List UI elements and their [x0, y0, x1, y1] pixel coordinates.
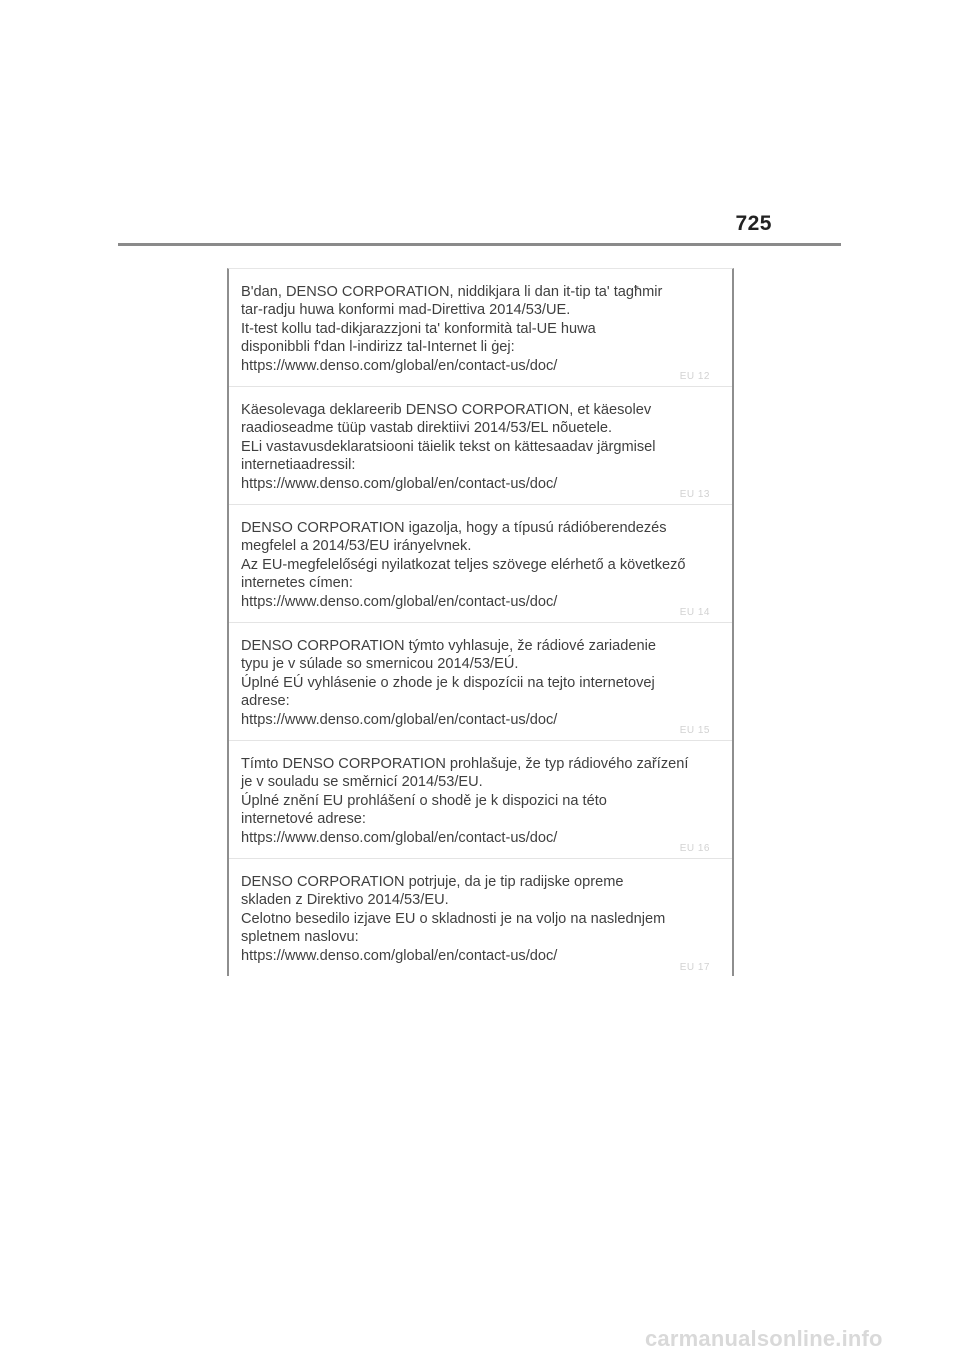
section-code: EU 12 [679, 371, 710, 382]
declaration-line: megfelel a 2014/53/EU irányelvnek. [241, 538, 472, 555]
declaration-line: internetové adrese: [241, 811, 366, 828]
declaration-line: It-test kollu tad-dikjarazzjoni ta' konformità tal-UE huwa [241, 320, 596, 337]
declaration-section-hungarian [229, 505, 732, 623]
declaration-scan [227, 268, 734, 976]
declaration-line: spletnem naslovu: [241, 929, 359, 946]
declaration-line: DENSO CORPORATION igazolja, hogy a típusú rádióberendezés [241, 520, 667, 536]
declaration-line: internetiaadressil: [241, 457, 356, 474]
declaration-line: internetes címen: [241, 575, 353, 592]
declaration-line: DENSO CORPORATION potrjuje, da je tip radijske opreme [241, 874, 624, 890]
declaration-line: adrese: [241, 693, 290, 710]
declaration-text [241, 519, 721, 611]
section-code: EU 13 [679, 489, 710, 500]
declaration-line: DENSO CORPORATION týmto vyhlasuje, že rádiové zariadenie [241, 638, 656, 654]
section-code: EU 17 [679, 962, 710, 973]
declaration-line: typu je v súlade so smernicou 2014/53/EÚ. [241, 656, 519, 673]
declaration-url: https://www.denso.com/global/en/contact-us/doc/ [241, 829, 558, 846]
declaration-section-maltese [229, 269, 732, 387]
declaration-line: Úplné EÚ vyhlásenie o zhode je k dispozícii na tejto internetovej [241, 674, 655, 691]
page-number: 725 [735, 212, 772, 235]
declaration-line: Celotno besedilo izjave EU o skladnosti je na voljo na naslednjem [241, 910, 666, 927]
site-watermark: carmanualsonline.info [645, 1326, 883, 1351]
declaration-text [241, 283, 721, 375]
declaration-line: B'dan, DENSO CORPORATION, niddikjara li dan it-tip ta' tagħmir [241, 284, 663, 300]
section-code: EU 16 [679, 843, 710, 854]
declaration-line: je v souladu se směrnicí 2014/53/EU. [241, 774, 483, 791]
section-code: EU 14 [679, 607, 710, 618]
declaration-line: ELi vastavusdeklaratsiooni täielik tekst on kättesaadav järgmisel [241, 438, 656, 455]
declaration-line: Úplné znění EU prohlášení o shodě je k dispozici na této [241, 792, 607, 809]
declaration-line: tar-radju huwa konformi mad-Direttiva 2014/53/UE. [241, 302, 571, 319]
declaration-url: https://www.denso.com/global/en/contact-us/doc/ [241, 947, 558, 964]
declaration-section-estonian [229, 387, 732, 505]
declaration-section-czech [229, 741, 732, 859]
declaration-url: https://www.denso.com/global/en/contact-us/doc/ [241, 711, 558, 728]
declaration-line: Tímto DENSO CORPORATION prohlašuje, že typ rádiového zařízení [241, 756, 689, 772]
declaration-text [241, 637, 721, 729]
section-code: EU 15 [679, 725, 710, 736]
declaration-line: Käesolevaga deklareerib DENSO CORPORATION, et käesolev [241, 402, 652, 418]
declaration-section-slovenian [229, 859, 732, 977]
declaration-url: https://www.denso.com/global/en/contact-us/doc/ [241, 593, 558, 610]
declaration-line: disponibbli f'dan l-indirizz tal-Internet li ġej: [241, 339, 515, 356]
declaration-text [241, 873, 721, 965]
declaration-line: Az EU-megfelelőségi nyilatkozat teljes szövege elérhető a következő [241, 556, 686, 573]
declaration-url: https://www.denso.com/global/en/contact-us/doc/ [241, 475, 558, 492]
declaration-url: https://www.denso.com/global/en/contact-us/doc/ [241, 357, 558, 374]
header-rule [118, 243, 841, 246]
declaration-line: raadioseadme tüüp vastab direktiivi 2014/53/EL nõuetele. [241, 420, 613, 437]
declaration-text [241, 401, 721, 493]
declaration-section-slovak [229, 623, 732, 741]
declaration-text [241, 755, 721, 847]
declaration-line: skladen z Direktivo 2014/53/EU. [241, 892, 449, 909]
